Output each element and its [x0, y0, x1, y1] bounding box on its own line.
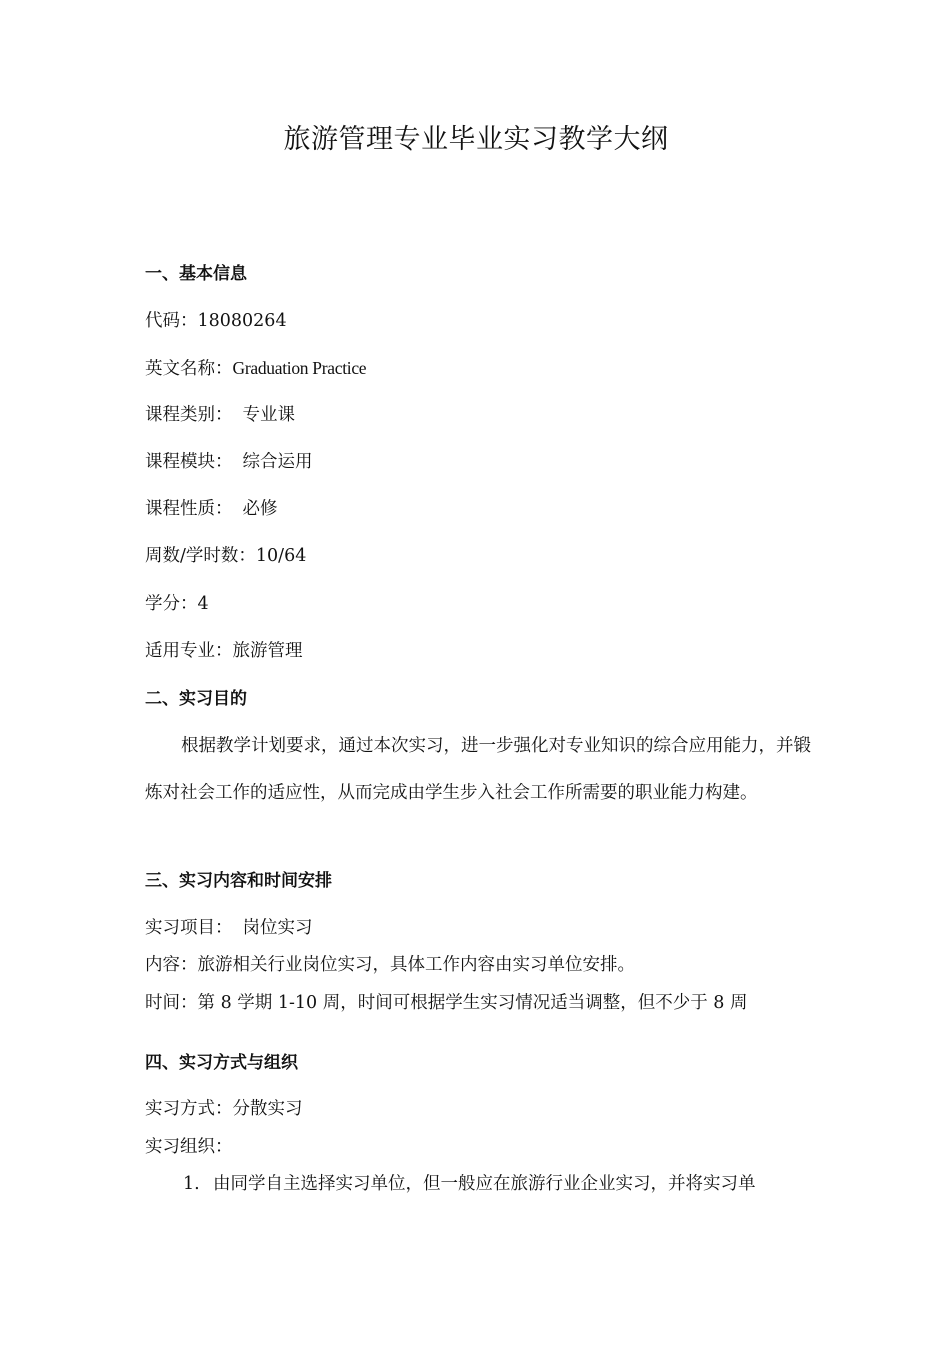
field-label: 实习方式： — [145, 1099, 233, 1119]
field-time — [145, 991, 825, 1015]
list-item-text: 由同学自主选择实习单位，但一般应在旅游行业企业实习，并将实习单 — [213, 1174, 756, 1194]
list-item-number: 1. — [183, 1174, 200, 1194]
organization-label: 实习组织： — [145, 1137, 233, 1157]
field-value: 18080264 — [197, 311, 287, 331]
field-label: 代码： — [145, 311, 198, 331]
field-value: 旅游相关行业岗位实习，具体工作内容由实习单位安排。 — [197, 955, 635, 975]
field-label: 周数/学时数： — [145, 546, 256, 566]
field-value: 10/64 — [255, 546, 307, 566]
field-value: 必修 — [242, 499, 278, 519]
section-heading-purpose: 二、实习目的 — [145, 689, 247, 709]
field-english-name — [145, 356, 825, 381]
field-weeks-hours — [145, 544, 825, 568]
section-heading-content: 三、实习内容和时间安排 — [145, 871, 332, 891]
field-label: 适用专业： — [145, 641, 233, 661]
field-module — [145, 450, 825, 474]
purpose-paragraph: 根据教学计划要求，通过本次实习，进一步强化对专业知识的综合应用能力，并锻炼对社会工作的适应性，从而完成由学生步入社会工作所需要的职业能力构建。 — [145, 736, 811, 803]
list-item — [183, 1172, 823, 1196]
field-category — [145, 403, 825, 427]
field-label: 学分： — [145, 594, 198, 614]
field-value: 分散实习 — [232, 1099, 303, 1119]
field-nature — [145, 497, 825, 521]
field-label: 内容： — [145, 955, 198, 975]
field-project — [145, 916, 825, 940]
field-label: 课程模块： — [145, 452, 233, 472]
field-major — [145, 639, 825, 663]
field-mode — [145, 1097, 825, 1121]
field-value: 专业课 — [242, 405, 295, 425]
field-credits — [145, 592, 825, 616]
section-heading-basic-info: 一、基本信息 — [145, 264, 247, 284]
field-value: 综合运用 — [242, 452, 313, 472]
field-code — [145, 309, 825, 333]
field-label: 时间： — [145, 993, 198, 1013]
field-label: 课程类别： — [145, 405, 233, 425]
document-title: 旅游管理专业毕业实习教学大纲 — [283, 124, 669, 155]
field-value: 4 — [197, 594, 209, 614]
field-value: 第 8 学期 1-10 周，时间可根据学生实习情况适当调整，但不少于 8 周 — [197, 993, 748, 1013]
field-value: 旅游管理 — [232, 641, 303, 661]
field-label: 实习项目： — [145, 918, 233, 938]
field-label: 课程性质： — [145, 499, 233, 519]
field-value: Graduation Practice — [232, 358, 367, 378]
field-label: 英文名称： — [145, 359, 233, 379]
field-value: 岗位实习 — [242, 918, 313, 938]
section-heading-method: 四、实习方式与组织 — [145, 1053, 298, 1073]
field-content — [145, 953, 825, 977]
